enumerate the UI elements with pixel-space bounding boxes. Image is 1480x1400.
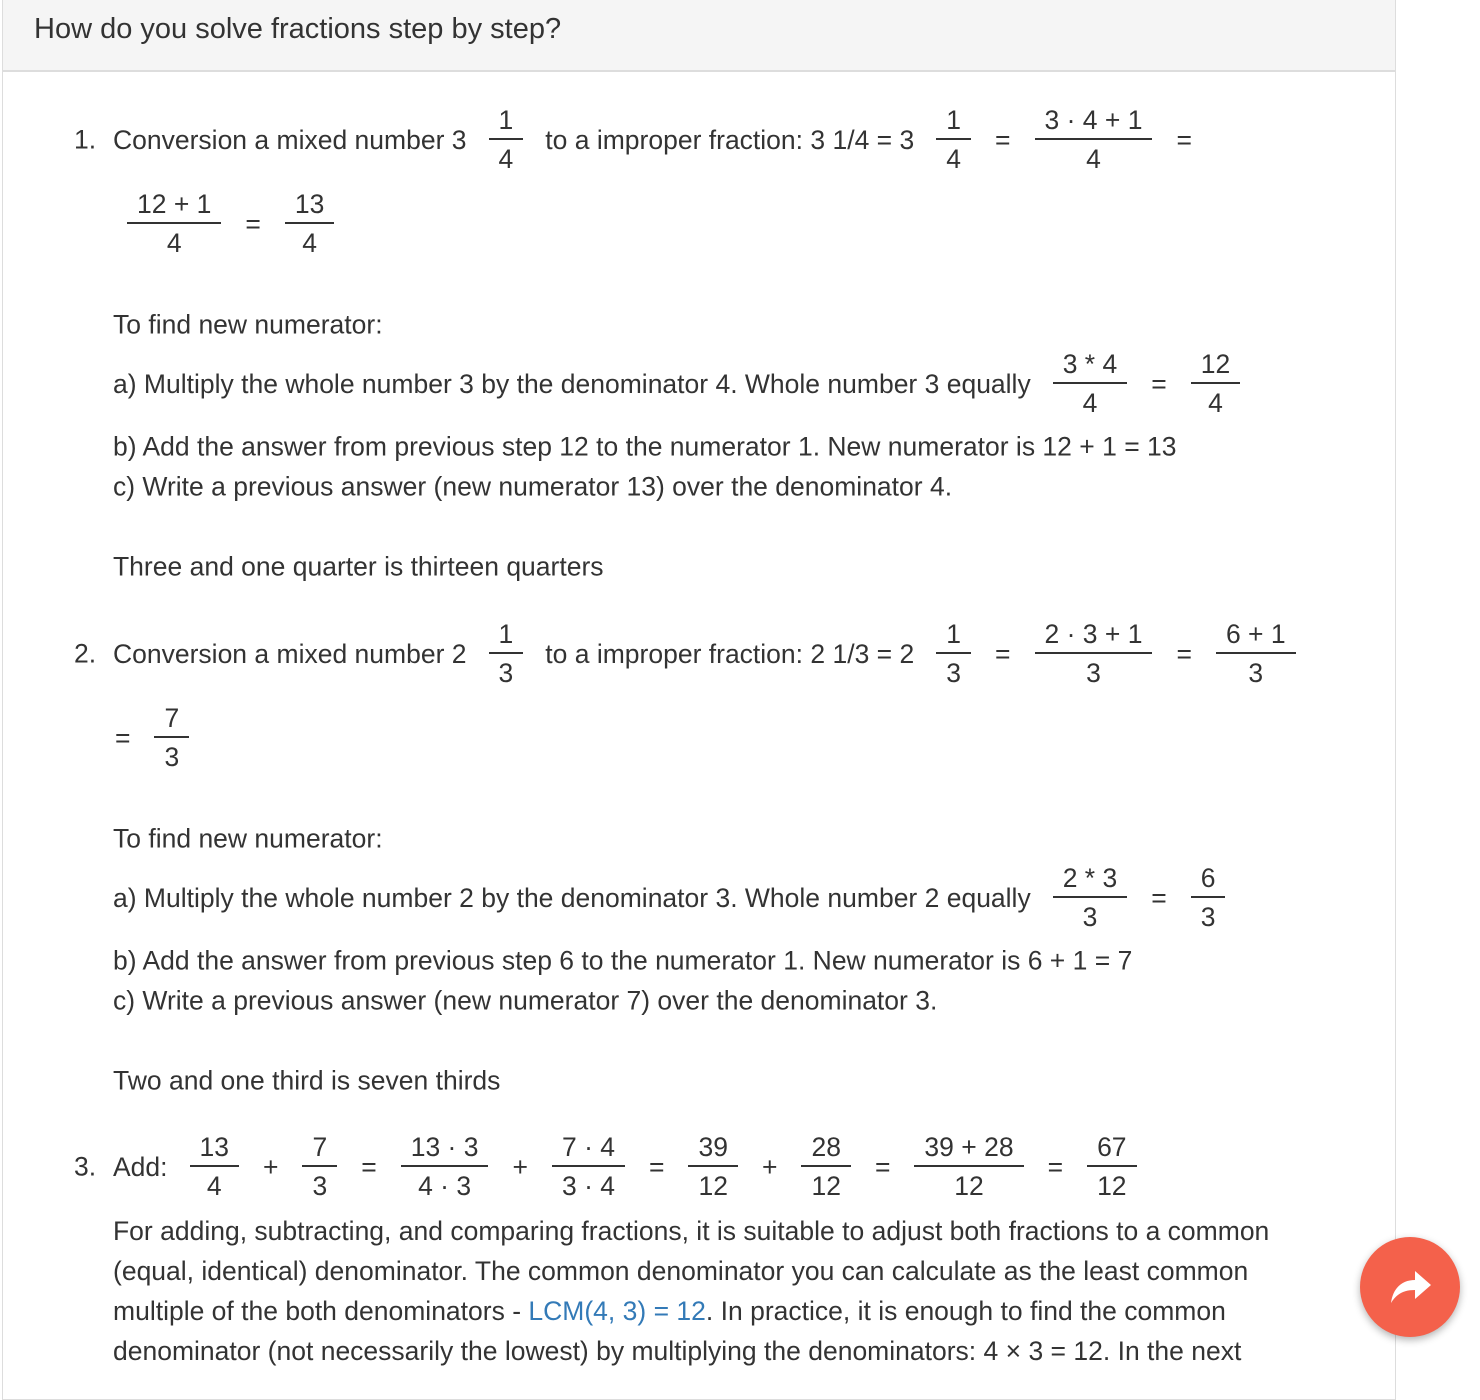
fraction: [552, 1129, 625, 1205]
operator: =: [1151, 882, 1167, 913]
text-segment: b) Add the answer from previous step 6 to the numerator 1. New numerator is 6 + 1 = 7: [113, 945, 1133, 976]
fraction: [285, 186, 334, 262]
fraction: [1035, 616, 1153, 692]
step-number: 1.: [74, 124, 97, 155]
text-segment: Add:: [113, 1151, 168, 1182]
text-segment: b) Add the answer from previous step 12 to the numerator 1. New numerator is 12 + 1 = 13: [113, 431, 1177, 462]
denominator: 3: [164, 742, 180, 772]
fraction: [1053, 346, 1128, 422]
paragraph-line: [113, 1251, 1269, 1291]
numerator: 6: [1191, 860, 1226, 898]
fraction: [302, 1129, 337, 1205]
operator: =: [1047, 1151, 1064, 1182]
text-segment: . In practice, it is enough to find the common: [705, 1296, 1226, 1326]
math-line: [113, 432, 1177, 463]
math-line: [113, 700, 211, 776]
operator: =: [1176, 124, 1192, 155]
operator: +: [761, 1151, 778, 1182]
text-segment: Conversion a mixed number 3: [113, 124, 467, 155]
fraction: [914, 1129, 1023, 1205]
math-line: [113, 552, 604, 583]
share-button[interactable]: [1360, 1237, 1460, 1337]
fraction: [190, 1129, 239, 1205]
numerator: 28: [801, 1129, 850, 1167]
numerator: 7 · 4: [552, 1129, 625, 1167]
numerator: 12: [1191, 346, 1240, 384]
numerator: 7: [154, 700, 189, 738]
numerator: 7: [302, 1129, 337, 1167]
text-segment: Two and one third is seven thirds: [113, 1065, 501, 1096]
operator: =: [649, 1151, 665, 1182]
numerator: 67: [1087, 1129, 1136, 1167]
numerator: 13: [285, 186, 334, 224]
fraction: [1053, 860, 1128, 936]
operator: =: [245, 208, 261, 239]
numerator: 1: [489, 616, 524, 654]
numerator: 1: [489, 102, 524, 140]
denominator: 3: [1248, 658, 1264, 688]
paragraph-line: [113, 1331, 1269, 1371]
fraction: [1216, 616, 1296, 692]
denominator: 12: [1097, 1171, 1127, 1201]
operator: =: [361, 1151, 377, 1182]
text-segment: a) Multiply the whole number 3 by the denominator 4. Whole number 3 equally: [113, 368, 1031, 399]
denominator: 4: [946, 144, 962, 174]
math-line: [113, 472, 952, 503]
math-line: [113, 102, 1194, 178]
fraction: [688, 1129, 737, 1205]
numerator: 3 · 4 + 1: [1035, 102, 1153, 140]
operator: =: [995, 638, 1011, 669]
math-line: [113, 824, 383, 855]
explanation-paragraph: [113, 1211, 1269, 1371]
math-line: [113, 1129, 1159, 1205]
math-line: [113, 860, 1247, 936]
text-segment: denominator (not necessarily the lowest) by multiplying the denominators: 4 × 3 = 12. In the next: [113, 1336, 1242, 1366]
operator: =: [115, 722, 131, 753]
numerator: 39: [688, 1129, 737, 1167]
operator: =: [1151, 368, 1167, 399]
math-line: [113, 986, 937, 1017]
text-segment: to a improper fraction: 2 1/3 = 2: [545, 638, 915, 669]
denominator: 3: [946, 658, 962, 688]
operator: =: [1176, 638, 1192, 669]
denominator: 4: [1208, 388, 1223, 418]
denominator: 3: [498, 658, 514, 688]
fraction: [936, 616, 971, 692]
denominator: 4 · 3: [418, 1171, 472, 1201]
fraction: [1035, 102, 1153, 178]
numerator: 13 · 3: [401, 1129, 489, 1167]
fraction: [127, 186, 221, 262]
numerator: 13: [190, 1129, 239, 1167]
denominator: 4: [1086, 144, 1101, 174]
math-line: [113, 946, 1132, 977]
text-segment: c) Write a previous answer (new numerator 7) over the denominator 3.: [113, 985, 938, 1016]
operator: +: [263, 1151, 279, 1182]
step-number: 3.: [74, 1151, 97, 1182]
numerator: 3 * 4: [1053, 346, 1128, 384]
numerator: 6 + 1: [1216, 616, 1296, 654]
fraction: [489, 616, 524, 692]
denominator: 4: [166, 228, 182, 258]
text-segment: (equal, identical) denominator. The common denominator you can calculate as the least common: [113, 1256, 1249, 1286]
denominator: 12: [698, 1171, 728, 1201]
text-segment: Three and one quarter is thirteen quarters: [113, 551, 604, 582]
math-line: [113, 1066, 500, 1097]
math-line: [113, 346, 1262, 422]
denominator: 3: [1082, 902, 1098, 932]
fraction: [489, 102, 524, 178]
denominator: 4: [206, 1171, 222, 1201]
fraction: [401, 1129, 489, 1205]
text-segment: Conversion a mixed number 2: [113, 638, 467, 669]
lcm-link[interactable]: LCM(4, 3) = 12: [528, 1296, 706, 1326]
text-segment: c) Write a previous answer (new numerator 13) over the denominator 4.: [113, 471, 953, 502]
math-line: [113, 616, 1318, 692]
fraction: [1087, 1129, 1136, 1205]
denominator: 4: [498, 144, 514, 174]
numerator: 2 · 3 + 1: [1035, 616, 1153, 654]
text-segment: multiple of the both denominators -: [113, 1296, 529, 1326]
page-title: How do you solve fractions step by step?: [34, 13, 562, 45]
operator: +: [512, 1151, 528, 1182]
math-line: [113, 310, 383, 341]
fraction: [1191, 860, 1226, 936]
numerator: 1: [936, 616, 971, 654]
denominator: 12: [811, 1171, 841, 1201]
fraction: [801, 1129, 850, 1205]
paragraph-line: [113, 1291, 1269, 1331]
text-segment: To find new numerator:: [113, 823, 383, 854]
text-segment: a) Multiply the whole number 2 by the denominator 3. Whole number 2 equally: [113, 882, 1031, 913]
numerator: 1: [936, 102, 971, 140]
panel-header: [3, 0, 1395, 72]
math-line: [127, 186, 356, 262]
fraction: [936, 102, 971, 178]
text-segment: For adding, subtracting, and comparing fractions, it is suitable to adjust both fractions to a common: [113, 1216, 1270, 1246]
paragraph-line: [113, 1211, 1269, 1251]
fraction: [1191, 346, 1240, 422]
denominator: 4: [1082, 388, 1098, 418]
denominator: 3: [1086, 658, 1101, 688]
numerator: 39 + 28: [914, 1129, 1023, 1167]
denominator: 4: [302, 228, 318, 258]
fraction: [154, 700, 189, 776]
operator: =: [874, 1151, 891, 1182]
numerator: 12 + 1: [127, 186, 221, 224]
text-segment: to a improper fraction: 3 1/4 = 3: [545, 124, 915, 155]
share-arrow-icon: [1387, 1267, 1433, 1307]
denominator: 12: [954, 1171, 984, 1201]
step-number: 2.: [74, 638, 97, 669]
denominator: 3: [1200, 902, 1216, 932]
numerator: 2 * 3: [1053, 860, 1128, 898]
text-segment: To find new numerator:: [113, 309, 383, 340]
denominator: 3 · 4: [561, 1171, 615, 1201]
operator: =: [995, 124, 1011, 155]
denominator: 3: [312, 1171, 328, 1201]
